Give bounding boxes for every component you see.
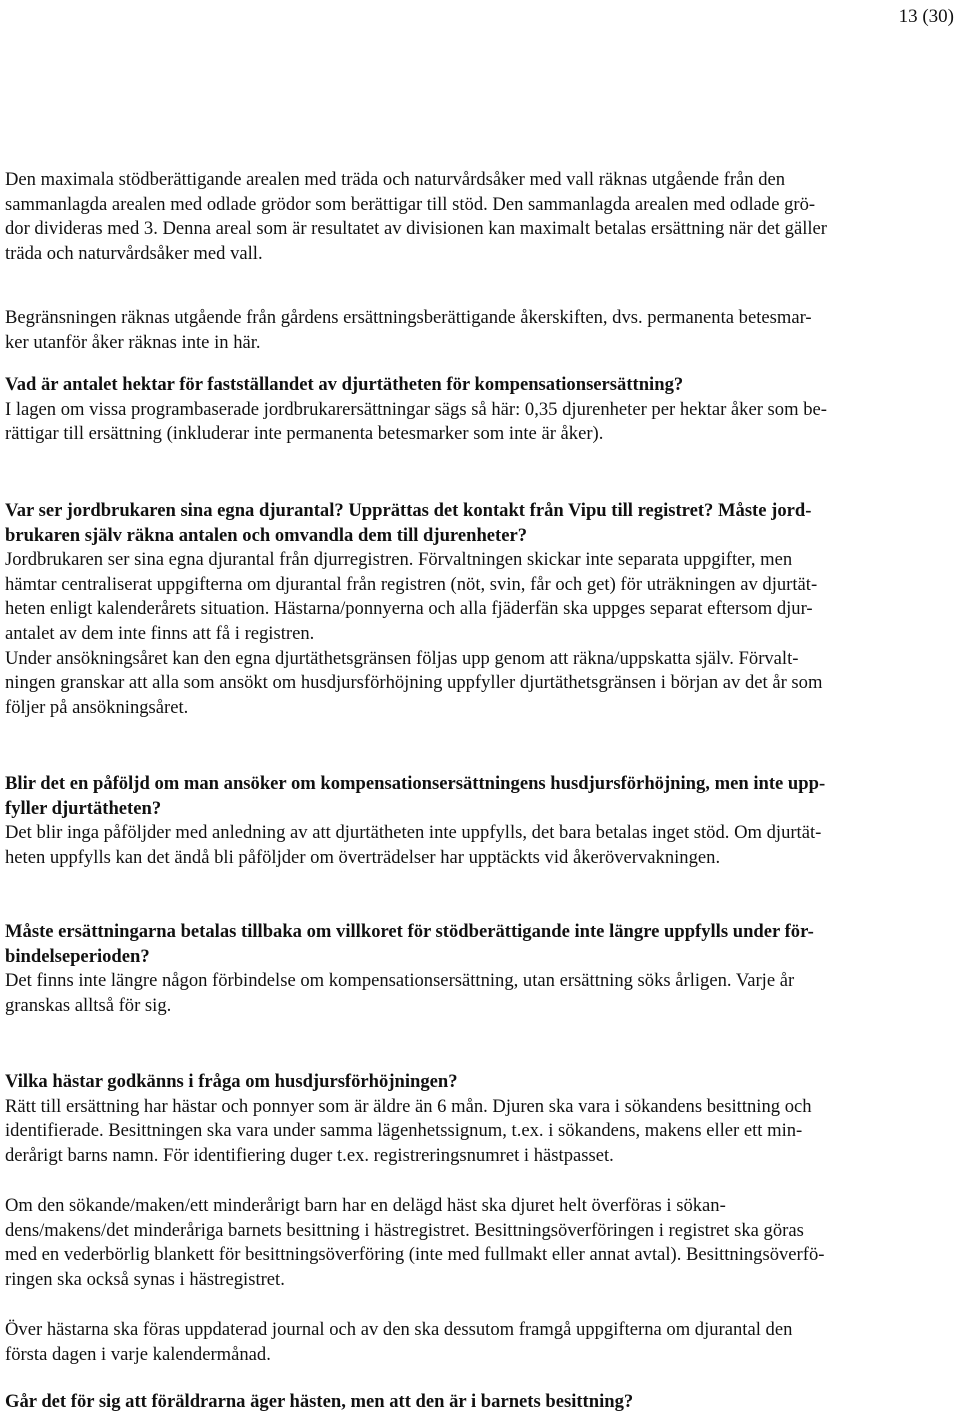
paragraph-co-owned-horse [5, 1194, 955, 1292]
text-line: Jordbrukaren ser sina egna djurantal från djurregistren. Förvaltningen skickar inte separata uppgifter, men [5, 549, 793, 571]
text-line: Begränsningen räknas utgående från gårdens ersättningsberättigande åkerskiften, dvs. permanenta betesmar- [5, 307, 812, 328]
text-line: rättigar till ersättning (inkluderar inte permanenta betesmarker som inte är åker). [5, 423, 604, 445]
text-line: Under ansökningsåret kan den egna djurtäthetsgränsen följas upp genom att räkna/uppskatta själv. Förvalt- [5, 647, 799, 669]
text-line: hämtar centraliserat uppgifterna om djurantal från registren (nöt, svin, får och get) för uträkningen av djurtät- [5, 573, 818, 595]
text-line: heten enligt kalenderårets situation. Hästarna/ponnyerna och alla fjäderfän ska uppges separat eftersom djur- [5, 598, 813, 620]
text-line: Över hästarna ska föras uppdaterad journal och av den ska dessutom framgå uppgifterna om djurantal den [5, 1319, 793, 1340]
question-line: Måste ersättningarna betalas tillbaka om villkoret för stödberättigande inte längre uppfylls under för- [5, 921, 814, 942]
text-line: Den maximala stödberättigande arealen med träda och naturvårdsåker med vall räknas utgående från den [5, 169, 786, 190]
text-line: följer på ansökningsåret. [5, 696, 189, 718]
question-line: bindelseperioden? [5, 945, 150, 967]
qa-parents-ownership [5, 1390, 955, 1415]
text-line: Det finns inte längre någon förbindelse om kompensationsersättning, utan ersättning söks årligen. Varje år [5, 970, 795, 992]
text-line: dor divideras med 3. Denna areal som är resultatet av divisionen kan maximalt betalas ersättning när det gäller [5, 218, 827, 240]
text-line: träda och naturvårdsåker med vall. [5, 242, 263, 264]
text-line: ringen ska också synas i hästregistret. [5, 1268, 285, 1290]
text-line: antalet av dem inte finns att få i registren. [5, 622, 315, 644]
paragraph-limitation [5, 306, 955, 355]
text-line: Rätt till ersättning har hästar och ponnyer som är äldre än 6 mån. Djuren ska vara i sökandens besittning och [5, 1095, 812, 1117]
question-line: Blir det en påföljd om man ansöker om kompensationsersättningens husdjursförhöjning, men inte upp- [5, 773, 826, 794]
text-line: I lagen om vissa programbaserade jordbrukarersättningar sägs så här: 0,35 djurenheter per hektar åker som be- [5, 398, 827, 420]
text-line: med en vederbörlig blankett för besittningsöverföring (inte med fullmakt eller annat avtal). Besittningsöverfö- [5, 1244, 825, 1266]
qa-animal-counts [5, 499, 955, 720]
text-line: derårigt barns namn. För identifiering duger t.ex. registreringsnumret i hästpasset. [5, 1144, 614, 1166]
text-line: granskas alltså för sig. [5, 994, 172, 1016]
text-line: ningen granskar att alla som ansökt om husdjursförhöjning uppfyller djurtäthetsgränsen i början av det år som [5, 672, 823, 694]
text-line: dens/makens/det minderåriga barnets besittning i hästregistret. Besittningsöverföringen i registret ska göras [5, 1219, 804, 1241]
text-line: identifierade. Besittningen ska vara under samma lägenhetssignum, t.ex. i sökandens, makens eller ett min- [5, 1120, 803, 1142]
question-line: Var ser jordbrukaren sina egna djurantal? Upprättas det kontakt från Vipu till registret? Måste jord- [5, 500, 812, 521]
paragraph-max-area [5, 168, 955, 266]
question-line: Går det för sig att föräldrarna äger hästen, men att den är i barnets besittning? [5, 1391, 634, 1412]
text-line: sammanlagda arealen med odlade grödor som berättigar till stöd. Den sammanlagda arealen med odlade grö- [5, 193, 816, 215]
page-number: 13 (30) [898, 6, 954, 27]
text-line: heten uppfylls kan det ändå bli påföljder om överträdelser har upptäckts vid åkerövervakningen. [5, 846, 721, 868]
paragraph-journal [5, 1318, 955, 1367]
qa-repayment [5, 920, 955, 1018]
qa-hectare-count [5, 373, 955, 447]
text-line: ker utanför åker räknas inte in här. [5, 331, 261, 353]
question-line: Vad är antalet hektar för fastställandet av djurtätheten för kompensationsersättning? [5, 374, 684, 395]
text-line: första dagen i varje kalendermånad. [5, 1343, 271, 1365]
question-line: fyller djurtätheten? [5, 797, 162, 819]
qa-consequence [5, 772, 955, 870]
question-line: brukaren själv räkna antalen och omvandla dem till djurenheter? [5, 524, 528, 546]
question-line: Vilka hästar godkänns i fråga om husdjursförhöjningen? [5, 1071, 458, 1092]
text-line: Om den sökande/maken/ett minderårigt barn har en delägd häst ska djuret helt överföras i sökan- [5, 1195, 726, 1216]
text-line: Det blir inga påföljder med anledning av att djurtätheten inte uppfylls, det bara betalas inget stöd. Om djurtät- [5, 822, 822, 844]
qa-approved-horses [5, 1070, 955, 1168]
